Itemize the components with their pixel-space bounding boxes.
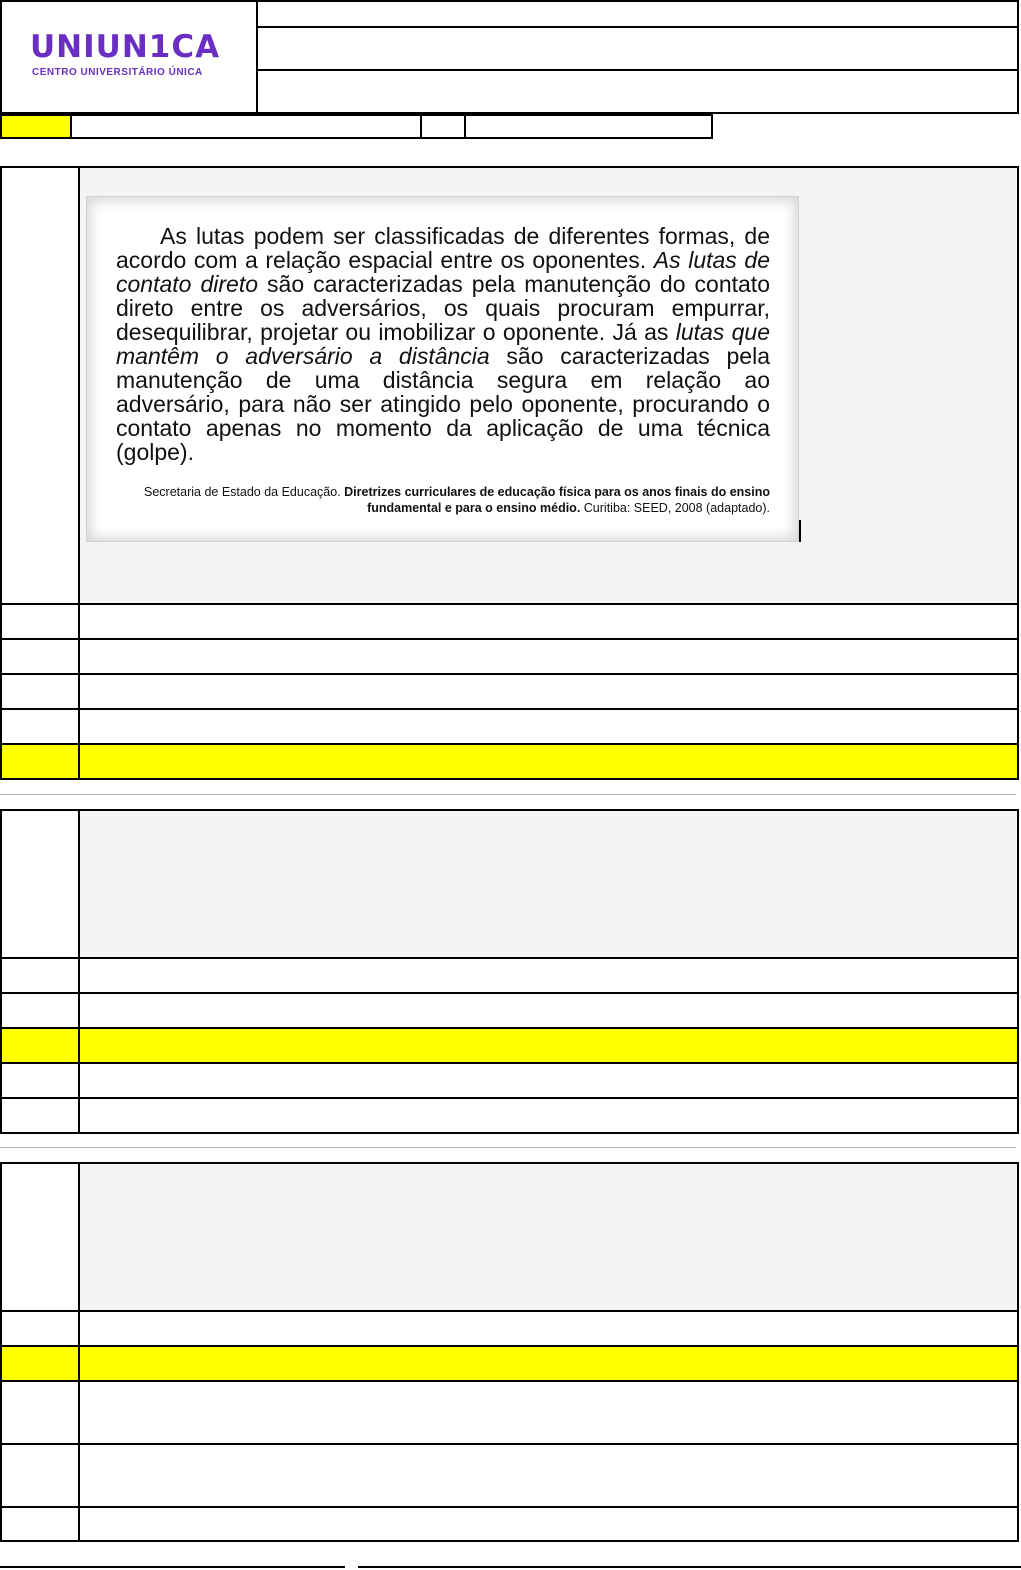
- q3-option-d[interactable]: [78, 1443, 1019, 1508]
- footer-rule-left: [0, 1566, 345, 1568]
- header-field-3: [256, 69, 1019, 114]
- q2-option-e-letter: [0, 1097, 80, 1134]
- q1-option-d[interactable]: [78, 708, 1019, 745]
- excerpt-part: são caracterizadas pela manutenção de uma distância segura em relação ao adversário, para não ser atingido pelo oponente, procurando o contato apenas no momento da aplicação de uma técnica (golpe).: [116, 343, 770, 465]
- excerpt-part-italic: lutas que mantêm o adversário a distância: [116, 319, 770, 369]
- q2-option-a-letter: [0, 957, 80, 994]
- q3-option-b-letter: [0, 1345, 80, 1382]
- logo-subtitle: CENTRO UNIVERSITÁRIO ÚNICA: [32, 67, 203, 78]
- q1-excerpt-source: [116, 484, 770, 516]
- q3-option-a[interactable]: [78, 1310, 1019, 1347]
- q1-option-c-letter: [0, 673, 80, 710]
- q3-statement-cell: [78, 1162, 1019, 1312]
- source-publisher: Curitiba: SEED, 2008 (adaptado).: [580, 501, 770, 515]
- header-field-2: [256, 26, 1019, 71]
- q1-option-e-correct[interactable]: [78, 743, 1019, 780]
- q2-statement-cell: [78, 809, 1019, 959]
- q2-option-e[interactable]: [78, 1097, 1019, 1134]
- question-separator: [0, 1147, 1016, 1148]
- q1-option-b-letter: [0, 638, 80, 675]
- q2-option-c-letter: [0, 1027, 80, 1064]
- q2-number-cell: [0, 809, 80, 959]
- q1-option-a-letter: [0, 603, 80, 640]
- q2-option-b-letter: [0, 992, 80, 1029]
- q2-option-c-correct[interactable]: [78, 1027, 1019, 1064]
- score-label-cell: [0, 114, 72, 139]
- small-label-cell: [420, 114, 466, 139]
- excerpt-part-italic: As lutas de contato direto: [116, 247, 770, 297]
- q3-option-e[interactable]: [78, 1506, 1019, 1542]
- source-title: Diretrizes curriculares de educação física para os anos finais do ensino fundamental e para o ensino médio.: [344, 485, 770, 515]
- footer-rule-right: [358, 1566, 1021, 1568]
- q1-option-b[interactable]: [78, 638, 1019, 675]
- q1-option-c[interactable]: [78, 673, 1019, 710]
- q1-option-d-letter: [0, 708, 80, 745]
- question-separator: [0, 794, 1016, 795]
- q2-option-d-letter: [0, 1062, 80, 1099]
- date-field[interactable]: [464, 114, 713, 139]
- excerpt-part: são caracterizadas pela manutenção do contato direto entre os adversários, os quais procuram empurrar, desequilibrar, projetar ou imobilizar o oponente. Já as: [116, 271, 770, 345]
- q1-option-a[interactable]: [78, 603, 1019, 640]
- unica-logo: UNIUN1CA: [30, 29, 221, 65]
- header-field-1: [256, 0, 1019, 28]
- text-cursor: [799, 520, 801, 542]
- q2-option-a[interactable]: [78, 957, 1019, 994]
- q3-option-c[interactable]: [78, 1380, 1019, 1445]
- q2-option-b[interactable]: [78, 992, 1019, 1029]
- excerpt-part: As lutas podem ser classificadas de diferentes formas, de acordo com a relação espacial entre os oponentes.: [116, 223, 770, 273]
- student-name-field[interactable]: [70, 114, 422, 139]
- q3-option-c-letter: [0, 1380, 80, 1445]
- q1-option-e-letter: [0, 743, 80, 780]
- q3-option-d-letter: [0, 1443, 80, 1508]
- q3-option-a-letter: [0, 1310, 80, 1347]
- q1-number-cell: [0, 166, 80, 605]
- q3-option-b-correct[interactable]: [78, 1345, 1019, 1382]
- q2-option-d[interactable]: [78, 1062, 1019, 1099]
- q1-excerpt-text: [116, 224, 770, 464]
- q3-option-e-letter: [0, 1506, 80, 1542]
- source-author: Secretaria de Estado da Educação.: [144, 485, 345, 499]
- q3-number-cell: [0, 1162, 80, 1312]
